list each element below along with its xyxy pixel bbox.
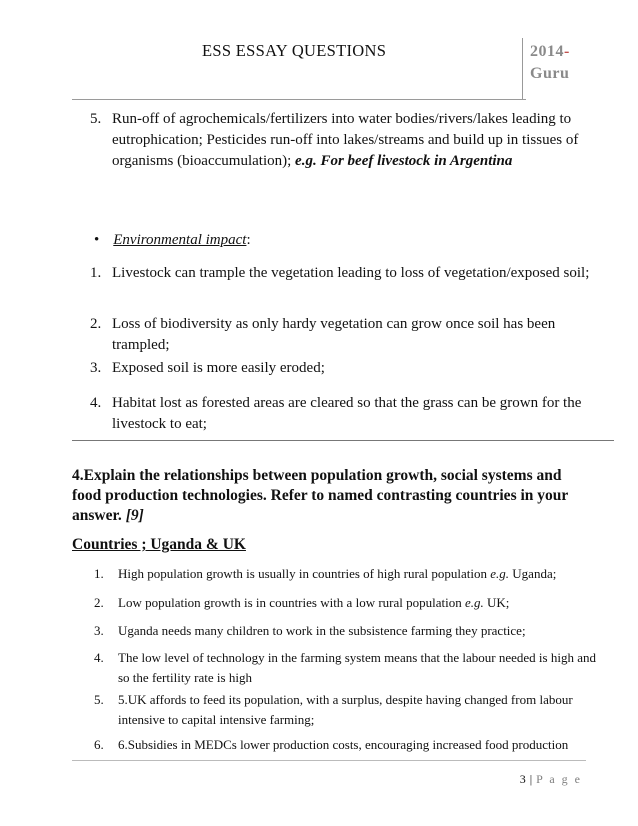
page-header bbox=[0, 0, 638, 100]
header-year: 2014 bbox=[530, 43, 564, 60]
item-number: 2. bbox=[90, 316, 102, 332]
item-eg: e.g. bbox=[490, 566, 510, 581]
list-item bbox=[90, 109, 600, 172]
question-marks: [9] bbox=[125, 507, 144, 524]
item-number: 5. bbox=[94, 692, 104, 707]
item-body: Run-off of agrochemicals/fertilizers into water bodies/rivers/lakes leading to eutrophication; Pesticides run-off into lakes/streams and build up in tissues of organisms (bioaccumulation); bbox=[112, 111, 579, 169]
item-text: Uganda needs many children to work in the subsistence farming they practice; bbox=[118, 623, 526, 638]
item-body: High population growth is usually in countries of high rural population bbox=[118, 566, 491, 581]
list-item bbox=[90, 393, 600, 435]
item-number: 4. bbox=[94, 650, 104, 665]
item-eg: e.g. bbox=[464, 595, 484, 610]
question-heading bbox=[72, 466, 592, 526]
bullet-label: Environmental impact bbox=[113, 232, 247, 248]
item-text: Habitat lost as forested areas are cleared so that the grass can be grown for the livestock to eat; bbox=[112, 395, 582, 432]
item-text: Livestock can trample the vegetation leading to loss of vegetation/exposed soil; bbox=[112, 265, 590, 281]
countries-heading: Countries ; Uganda & UK bbox=[72, 536, 246, 553]
header-divider bbox=[522, 38, 523, 99]
list-item bbox=[94, 593, 604, 613]
header-author: Guru bbox=[530, 65, 570, 82]
item-text: Loss of biodiversity as only hardy vegetation can grow once soil has been trampled; bbox=[112, 316, 556, 353]
list-item bbox=[94, 621, 604, 641]
page-footer bbox=[520, 772, 582, 787]
item-tail: Uganda; bbox=[509, 566, 557, 581]
item-text bbox=[112, 109, 600, 172]
list-item bbox=[94, 564, 604, 584]
environmental-impact-bullet bbox=[94, 232, 251, 249]
list-item bbox=[90, 314, 600, 356]
item-body: Low population growth is in countries with a low rural population bbox=[118, 595, 465, 610]
bullet-symbol: • bbox=[94, 232, 100, 248]
question-text: 4.Explain the relationships between population growth, social systems and food production technologies. Refer to named contrasting countries in your answer. bbox=[72, 467, 568, 524]
header-year-author bbox=[530, 41, 570, 85]
item-text bbox=[118, 564, 604, 584]
item-number: 3. bbox=[90, 360, 102, 376]
item-text: Exposed soil is more easily eroded; bbox=[112, 360, 325, 376]
page-number: 3 bbox=[519, 772, 526, 786]
item-example: e.g. For beef livestock in Argentina bbox=[295, 153, 513, 169]
item-text: The low level of technology in the farming system means that the labour needed is high and so the fertility rate is high bbox=[118, 650, 596, 685]
item-text: 5.UK affords to feed its population, with a surplus, despite having changed from labour intensive to capital intensive farming; bbox=[118, 692, 573, 727]
item-number: 1. bbox=[90, 265, 102, 281]
item-number: 1. bbox=[94, 566, 104, 581]
page-label: P a g e bbox=[536, 772, 582, 786]
list-item bbox=[90, 358, 600, 379]
list-item bbox=[94, 735, 604, 755]
item-number: 4. bbox=[90, 395, 102, 411]
item-text bbox=[118, 593, 604, 613]
item-number: 5. bbox=[90, 111, 102, 127]
bullet-suffix: : bbox=[246, 232, 251, 248]
item-number: 6. bbox=[94, 737, 104, 752]
list-item bbox=[94, 648, 604, 688]
item-number: 2. bbox=[94, 595, 104, 610]
list-item bbox=[90, 263, 600, 284]
item-number: 3. bbox=[94, 623, 104, 638]
header-dash: - bbox=[564, 43, 570, 60]
section-divider bbox=[72, 440, 614, 441]
item-text: 6.Subsidies in MEDCs lower production costs, encouraging increased food production bbox=[118, 737, 569, 752]
document-title: ESS ESSAY QUESTIONS bbox=[202, 41, 387, 60]
header-rule bbox=[72, 99, 526, 100]
list-item bbox=[94, 690, 604, 730]
footer-rule bbox=[72, 760, 586, 761]
item-tail: UK; bbox=[483, 595, 510, 610]
footer-separator: | bbox=[529, 772, 533, 786]
